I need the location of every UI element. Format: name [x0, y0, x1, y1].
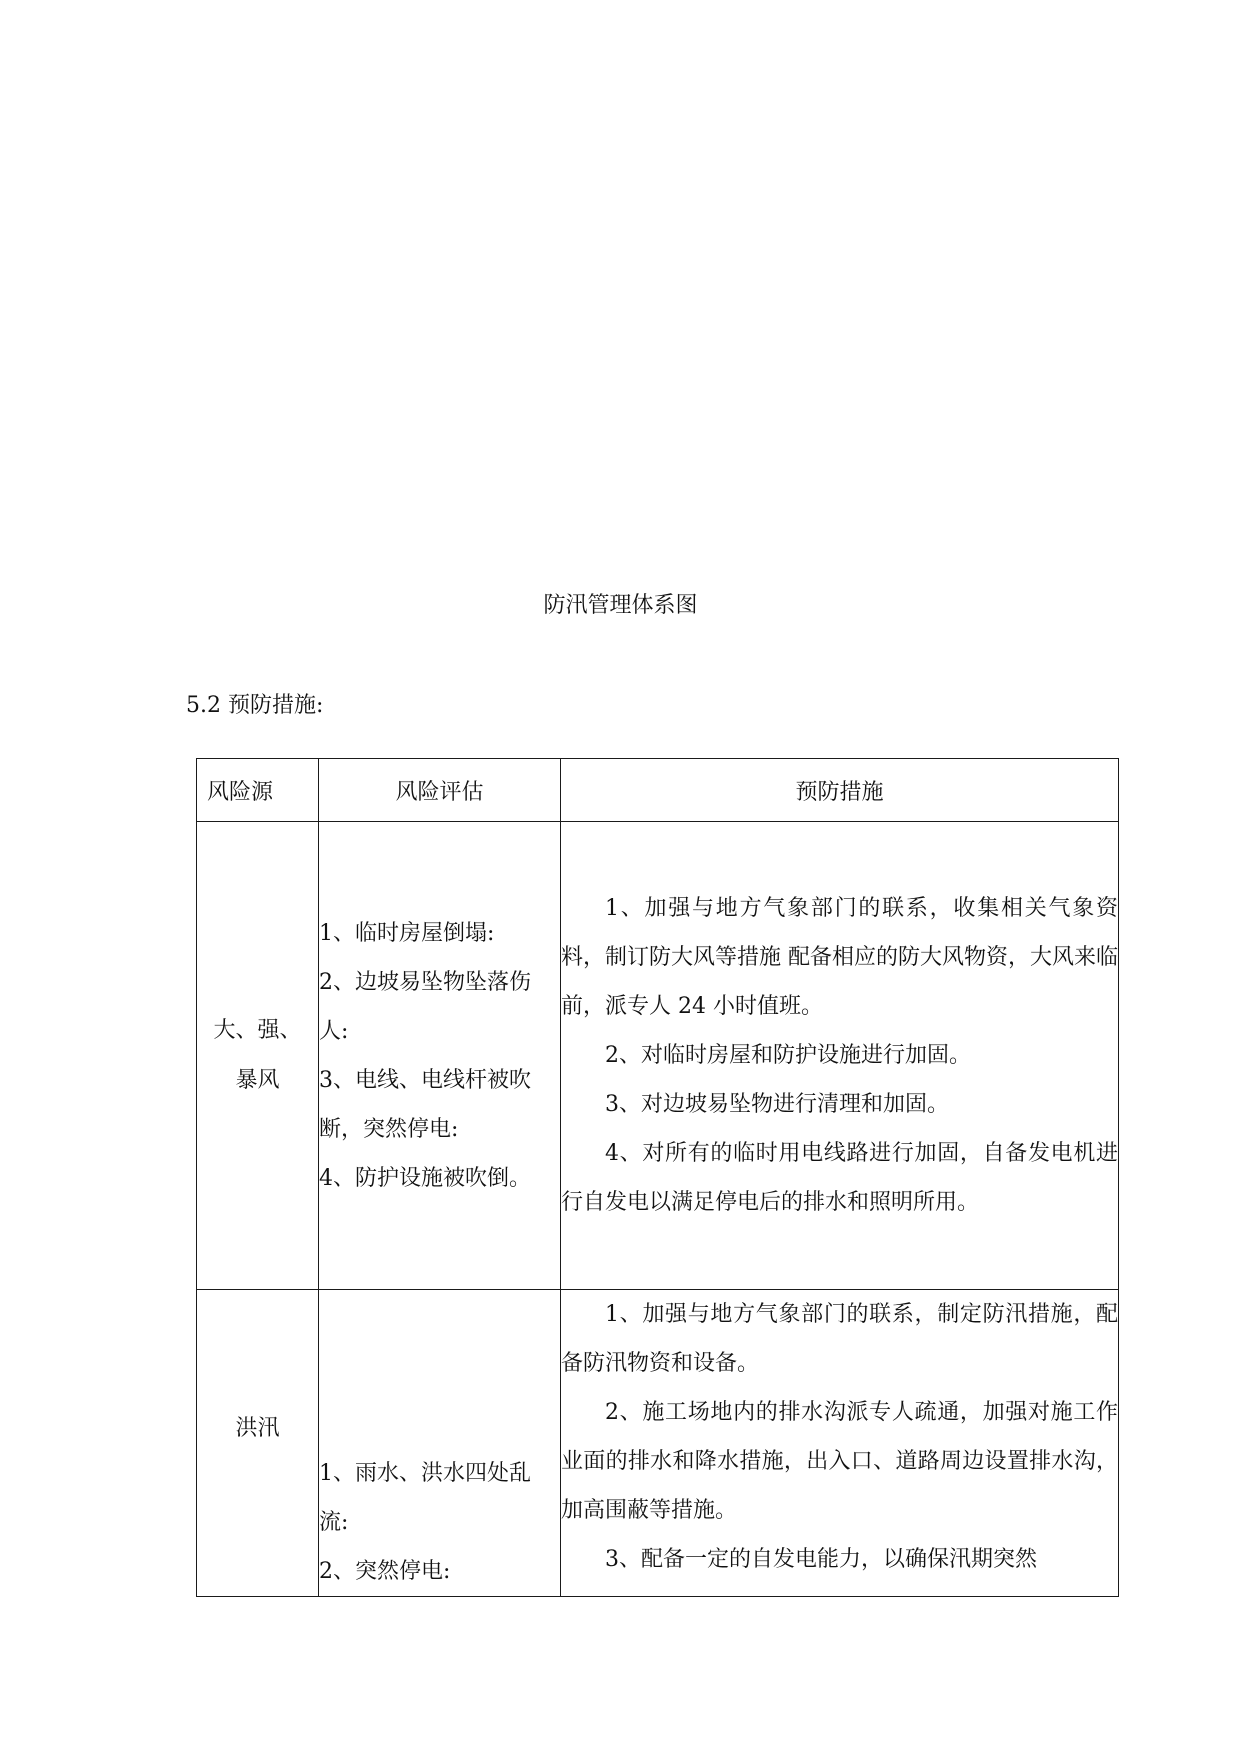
risk-source-line: 大、强、	[213, 1017, 302, 1043]
table-row	[197, 822, 1119, 1290]
assessment-item: 1、雨水、洪水四处乱流:	[319, 1461, 531, 1535]
section-heading: 5.2 预防措施:	[186, 693, 324, 718]
measure-item: 2、施工场地内的排水沟派专人疏通，加强对施工作业面的排水和降水措施，出入口、道路周边设置排水沟，加高围蔽等措施。	[561, 1400, 1118, 1523]
measure-item: 3、对边坡易坠物进行清理和加固。	[605, 1092, 949, 1117]
risk-assessment-cell	[319, 822, 561, 1290]
assessment-item: 1、临时房屋倒塌:	[319, 920, 495, 946]
risk-source-cell	[197, 1290, 319, 1597]
risk-assessment-cell	[319, 1290, 561, 1597]
risk-source-line: 洪汛	[235, 1416, 280, 1441]
measure-item: 1、加强与地方气象部门的联系，收集相关气象资料，制订防大风等措施 配备相应的防大风物资，大风来临前，派专人 24 小时值班。	[561, 896, 1118, 1019]
risk-source-cell	[197, 822, 319, 1290]
table-header-row	[197, 759, 1119, 822]
risk-prevention-table	[196, 758, 1119, 1597]
assessment-item: 2、边坡易坠物坠落伤人:	[319, 969, 531, 1044]
risk-source-line: 暴风	[235, 1067, 280, 1093]
header-prevention-measures: 预防措施	[561, 759, 1119, 822]
measure-item: 4、对所有的临时用电线路进行加固，自备发电机进行自发电以满足停电后的排水和照明所用。	[561, 1141, 1118, 1215]
measure-item: 2、对临时房屋和防护设施进行加固。	[605, 1043, 971, 1068]
prevention-measures-cell	[561, 1290, 1119, 1597]
assessment-item: 3、电线、电线杆被吹断，突然停电:	[319, 1067, 531, 1142]
measure-item: 1、加强与地方气象部门的联系，制定防汛措施，配备防汛物资和设备。	[561, 1302, 1118, 1376]
measure-item: 3、配备一定的自发电能力，以确保汛期突然	[605, 1547, 1037, 1572]
header-risk-source: 风险源	[197, 759, 319, 822]
header-risk-assessment: 风险评估	[319, 759, 561, 822]
figure-caption: 防汛管理体系图	[543, 593, 698, 618]
table-row	[197, 1290, 1119, 1597]
assessment-item: 2、突然停电:	[319, 1559, 451, 1584]
assessment-item: 4、防护设施被吹倒。	[319, 1165, 531, 1191]
prevention-measures-cell	[561, 822, 1119, 1290]
